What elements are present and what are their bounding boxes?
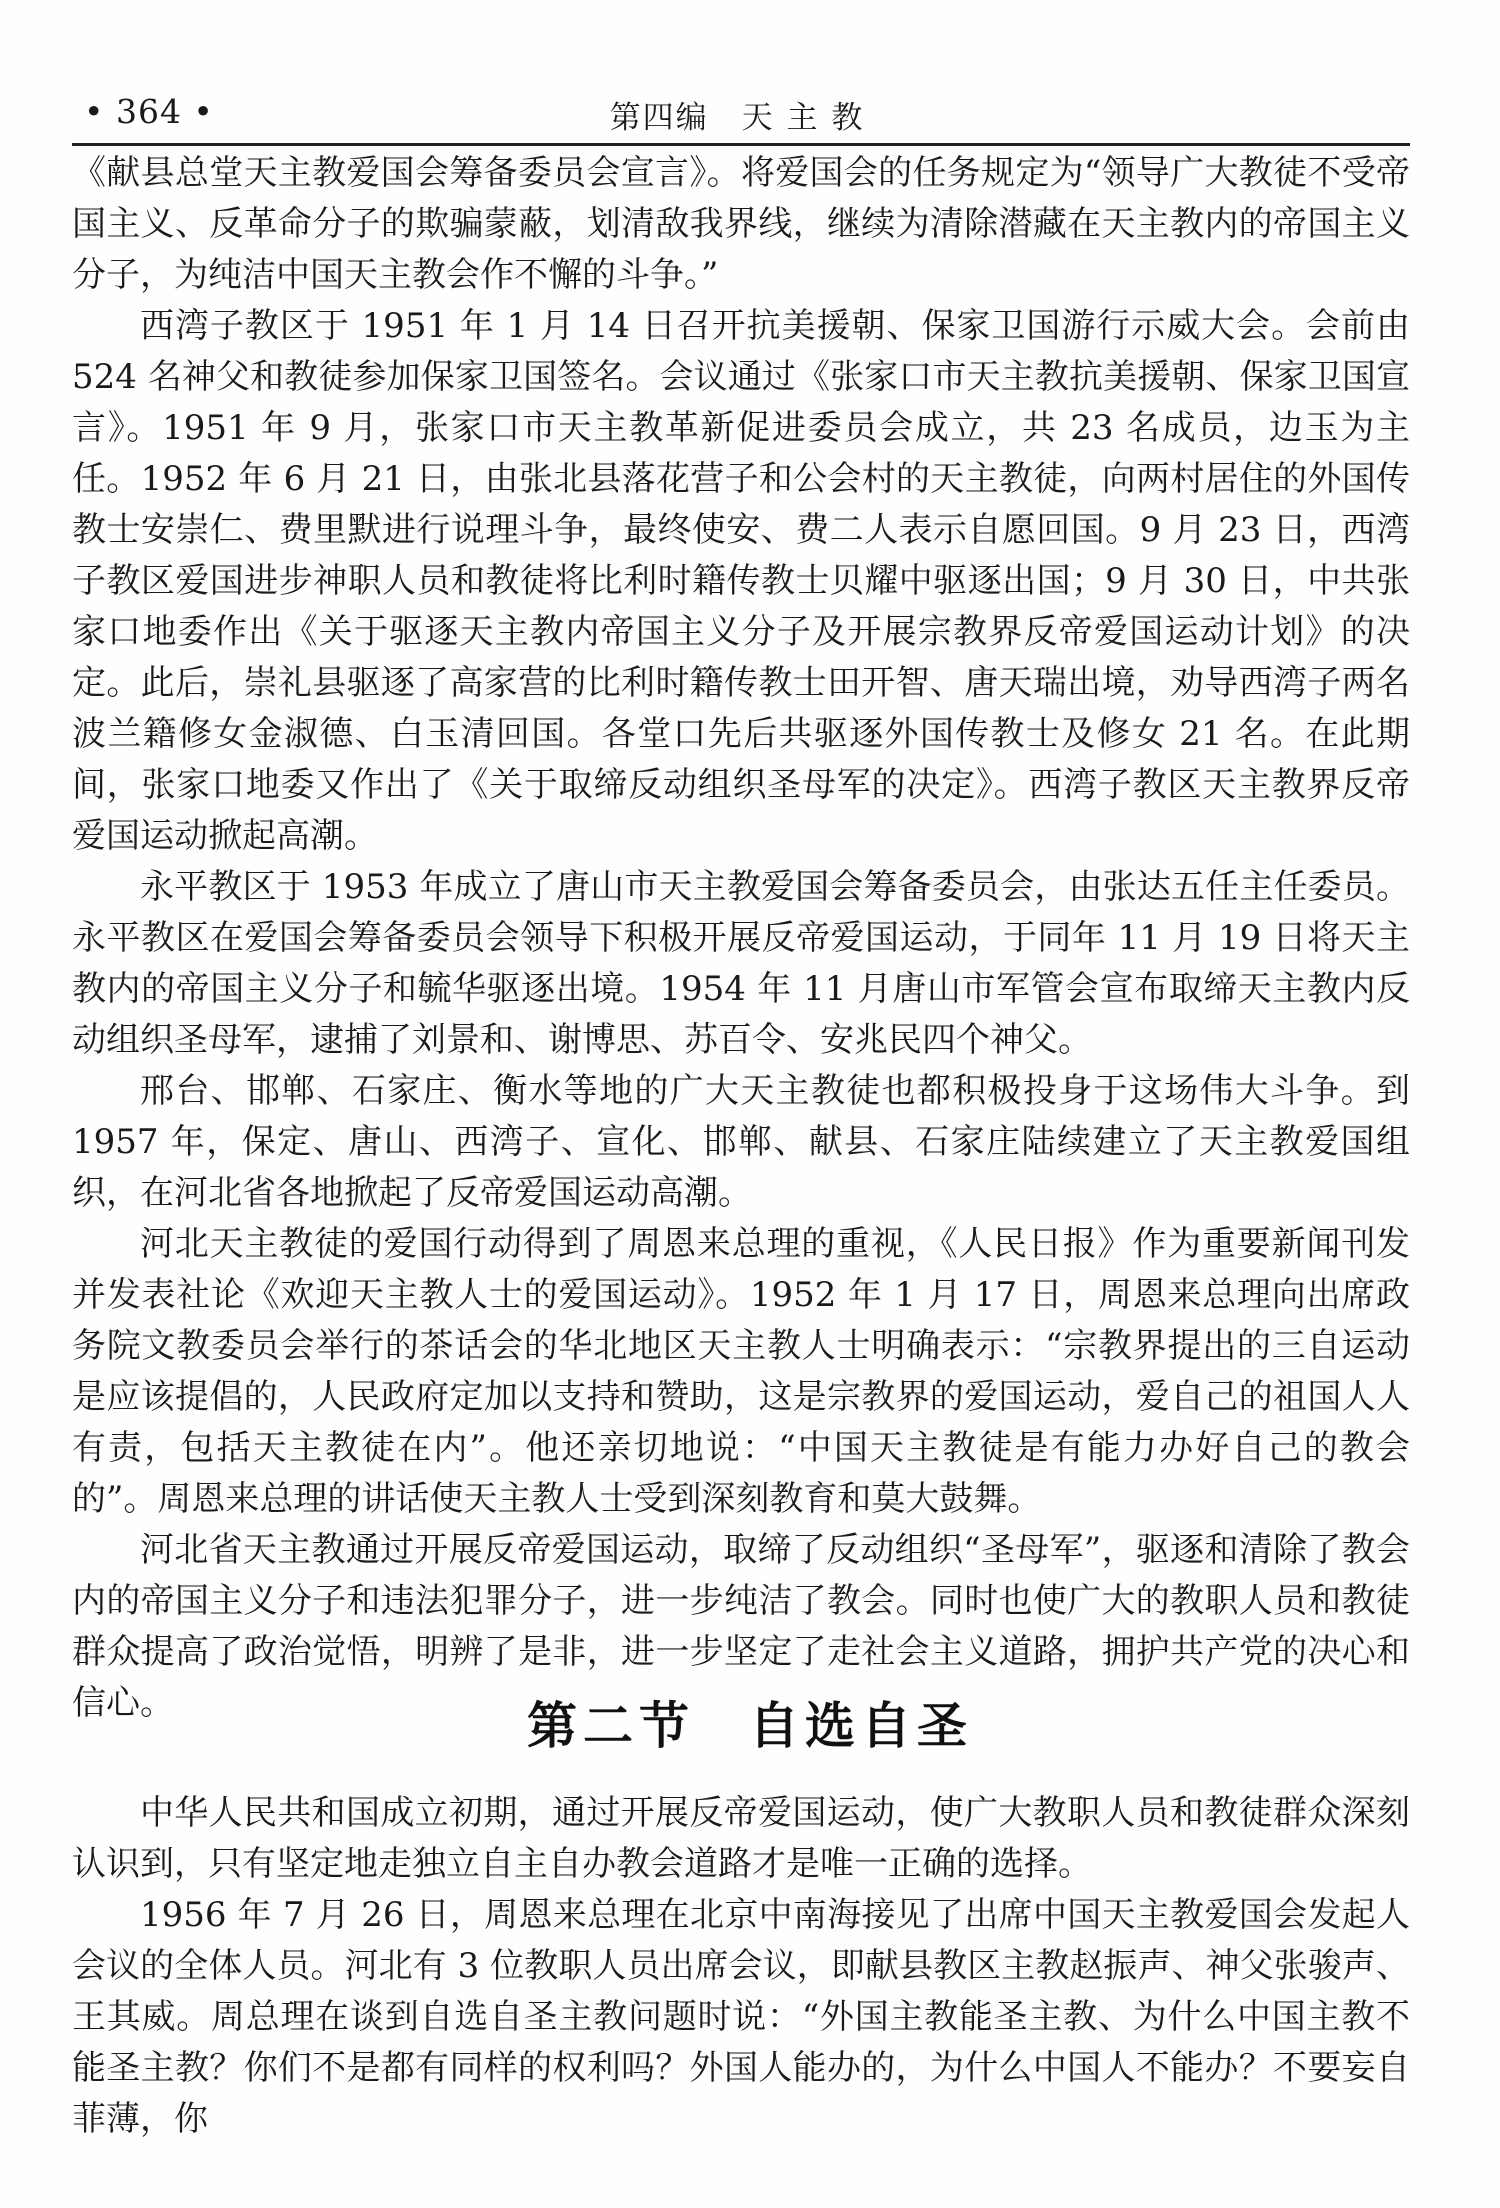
page-number: • 364 • <box>84 92 214 131</box>
paragraph: 河北省天主教通过开展反帝爱国运动，取缔了反动组织“圣母军”，驱逐和清除了教会内的帝国主义分子和违法犯罪分子，进一步纯洁了教会。同时也使广大的教职人员和教徒群众提高了政治觉悟，明辨了是非，进一步坚定了走社会主义道路，拥护共产党的决心和信心。 <box>72 1530 1410 1723</box>
paragraph: 河北天主教徒的爱国行动得到了周恩来总理的重视，《人民日报》作为重要新闻刊发并发表社论《欢迎天主教人士的爱国运动》。1952 年 1 月 17 日，周恩来总理向出席政务院文教委员会举行的茶话会的华北地区天主教人士明确表示：“宗教界提出的三自运动是应该提倡的，人民政府定加以支持和赞助，这是宗教界的爱国运动，爱自己的祖国人人有责，包括天主教徒在内”。他还亲切地说：“中国天主教徒是有能力办好自己的教会的”。周恩来总理的讲话使天主教人士受到深刻教育和莫大鼓舞。 <box>72 1224 1410 1519</box>
page-header <box>72 88 1402 142</box>
paragraph: 《献县总堂天主教爱国会筹备委员会宣言》。将爱国会的任务规定为“领导广大教徒不受帝国主义、反革命分子的欺骗蒙蔽，划清敌我界线，继续为清除潜藏在天主教内的帝国主义分子，为纯洁中国天主教会作不懈的斗争。” <box>72 153 1410 295</box>
section-number: 第二节 <box>527 1697 695 1755</box>
running-title: 第四编 天 主 教 <box>609 100 865 136</box>
paragraph: 永平教区于 1953 年成立了唐山市天主教爱国会筹备委员会，由张达五任主任委员。永平教区在爱国会筹备委员会领导下积极开展反帝爱国运动，于同年 11 月 19 日将天主教内的帝国主义分子和毓华驱逐出境。1954 年 11 月唐山市军管会宣布取缔天主教内反动组织圣母军，逮捕了刘景和、谢博思、苏百令、安兆民四个神父。 <box>72 867 1410 1060</box>
paragraph: 1956 年 7 月 26 日，周恩来总理在北京中南海接见了出席中国天主教爱国会发起人会议的全体人员。河北有 3 位教职人员出席会议，即献县教区主教赵振声、神父张骏声、王其威。周总理在谈到自选自圣主教问题时说：“外国主教能圣主教、为什么中国主教不能圣主教？你们不是都有同样的权利吗？外国人能办的，为什么中国人不能办？不要妄自菲薄，你 <box>72 1895 1410 2139</box>
paragraph: 邢台、邯郸、石家庄、衡水等地的广大天主教徒也都积极投身于这场伟大斗争。到 1957 年，保定、唐山、西湾子、宣化、邯郸、献县、石家庄陆续建立了天主教爱国组织，在河北省各地掀起了反帝爱国运动高潮。 <box>72 1071 1410 1213</box>
paragraph: 中华人民共和国成立初期，通过开展反帝爱国运动，使广大教职人员和教徒群众深刻认识到，只有坚定地走独立自主自办教会道路才是唯一正确的选择。 <box>72 1793 1410 1884</box>
header-rule <box>72 143 1410 146</box>
section-text <box>72 1788 1410 2145</box>
section-heading <box>0 1686 1500 1758</box>
section-title: 自选自圣 <box>749 1697 973 1755</box>
paragraph: 西湾子教区于 1951 年 1 月 14 日召开抗美援朝、保家卫国游行示威大会。会前由 524 名神父和教徒参加保家卫国签名。会议通过《张家口市天主教抗美援朝、保家卫国宣言》。1951 年 9 月，张家口市天主教革新促进委员会成立，共 23 名成员，边玉为主任。1952 年 6 月 21 日，由张北县落花营子和公会村的天主教徒，向两村居住的外国传教士安崇仁、费里默进行说理斗争，最终使安、费二人表示自愿回国。9 月 23 日，西湾子教区爱国进步神职人员和教徒将比利时籍传教士贝耀中驱逐出国；9 月 30 日，中共张家口地委作出《关于驱逐天主教内帝国主义分子及开展宗教界反帝爱国运动计划》的决定。此后，崇礼县驱逐了高家营的比利时籍传教士田开智、唐天瑞出境，劝导西湾子两名波兰籍修女金淑德、白玉清回国。各堂口先后共驱逐外国传教士及修女 21 名。在此期间，张家口地委又作出了《关于取缔反动组织圣母军的决定》。西湾子教区天主教界反帝爱国运动掀起高潮。 <box>72 306 1410 856</box>
main-text <box>72 148 1410 1729</box>
